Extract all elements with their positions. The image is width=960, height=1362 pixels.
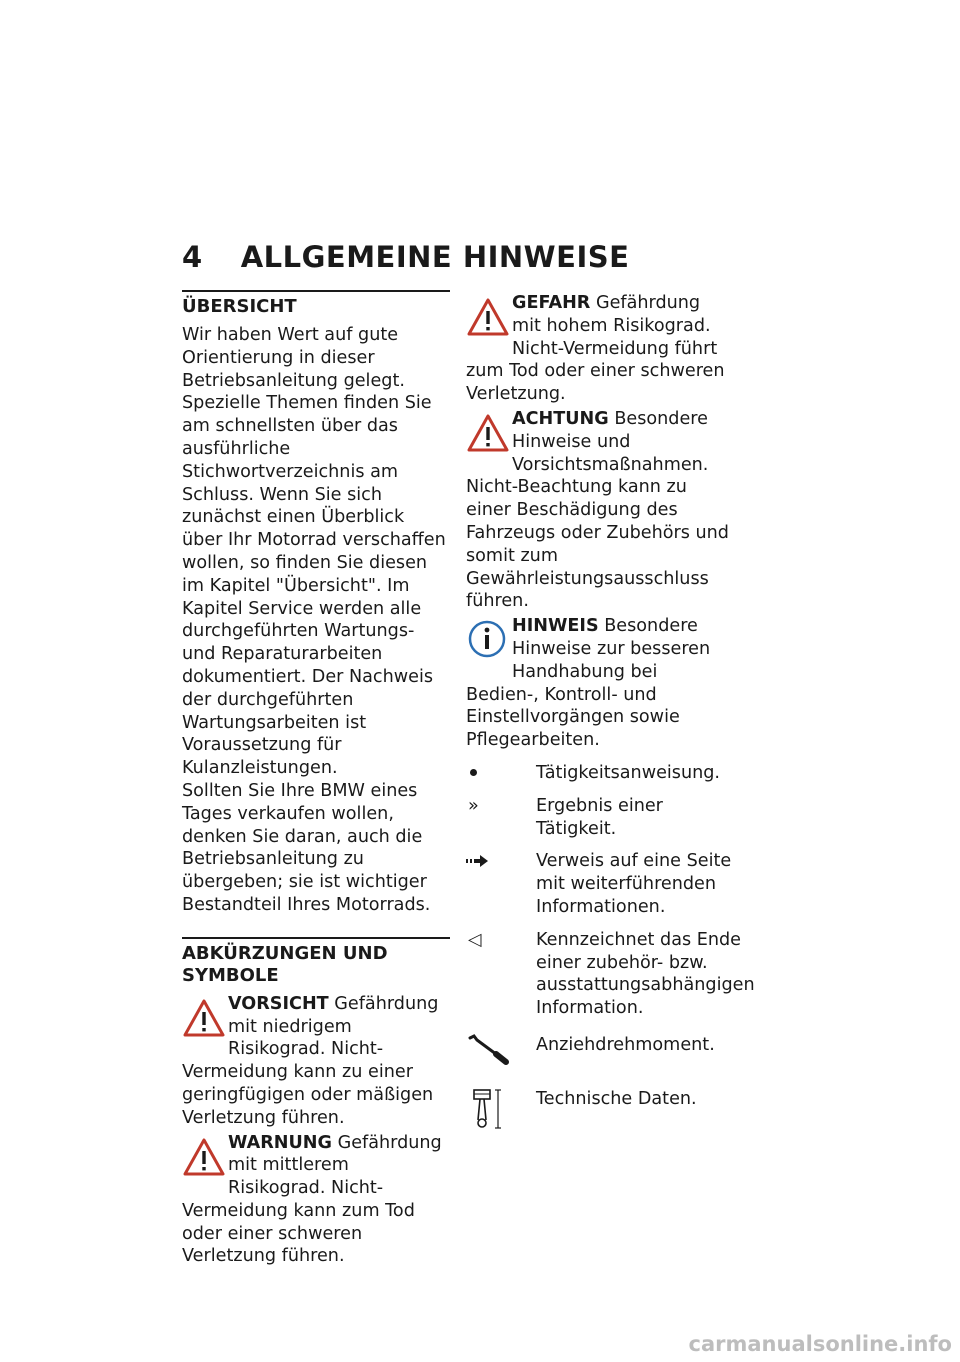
legend-text: Anziehdrehmoment. [536, 1034, 715, 1055]
overview-paragraph-1: Wir haben Wert auf gute Orientierung in dieser Betriebsanleitung gelegt. Spezielle Themen finden Sie am schnellsten über das ausführliche Stichwortverzeichnis am Schluss. Wenn Sie sich zunächst einen Überblick über Ihr Motorrad verschaffen wollen, so finden Sie diesen im Kapitel "Übersicht". Im Kapitel Service werden alle durchgeführten Wartungs- und Reparaturarbeiten dokumentiert. Der Nachweis der durchgeführten Wartungsarbeiten ist Voraussetzung für Kulanzleistungen. [182, 325, 446, 779]
overview-paragraph-2: Sollten Sie Ihre BMW eines Tages verkaufen wollen, denken Sie daran, auch die Betriebsanleitung zu übergeben; sie ist wichtiger Bestandteil Ihres Motorrads. [182, 780, 431, 915]
warning-triangle-icon [466, 410, 510, 456]
warning-triangle-icon [182, 1134, 226, 1180]
notice-label: HINWEIS [512, 616, 599, 637]
notice-label: GEFAHR [512, 293, 591, 313]
notice-label: ACHTUNG [512, 408, 609, 429]
legend-row-technical-data [466, 1088, 734, 1132]
notice-text: Besondere Hinweise zur besseren Handhabung bei Bedien-, Kontroll- und Einstellvorgängen sowie Pflegearbeiten. [466, 616, 711, 751]
torque-wrench-icon [466, 1034, 510, 1070]
watermark: carmanualsonline.info [688, 1332, 952, 1356]
legend-row-end-marker [466, 929, 755, 1020]
warning-triangle-icon [466, 294, 510, 340]
notice-text: Gefährdung mit niedrigem Risikograd. Nicht-Vermeidung kann zu einer geringfügigen oder mäßigen Verletzung führen. [182, 993, 439, 1128]
notice-text: Besondere Hinweise und Vorsichtsmaßnahmen. Nicht-Beachtung kann zu einer Beschädigung des Fahrzeugs oder Zubehörs und somit zum Gewährleistungsausschluss führen. [466, 408, 729, 612]
chapter-number: 4 [182, 240, 203, 274]
notice-gefahr [466, 292, 734, 406]
legend-text: Tätigkeitsanweisung. [536, 762, 721, 783]
technical-data-icon [466, 1088, 506, 1132]
chapter-title: ALLGEMEINE HINWEISE [240, 240, 630, 274]
legend-text: Kennzeichnet das Ende einer zubehör- bzw. ausstattungsabhängigen Information. [536, 929, 755, 1019]
legend-row-action [466, 762, 734, 785]
notice-label: WARNUNG [228, 1132, 332, 1153]
end-triangle-icon: ◁ [468, 929, 482, 950]
notice-label: VORSICHT [228, 993, 329, 1014]
notice-text: Gefährdung mit mittlerem Risikograd. Nicht-Vermeidung kann zum Tod oder einer schweren Verletzung führen. [182, 1132, 442, 1267]
notice-text: Gefährdung mit hohem Risikograd. Nicht-Vermeidung führt zum Tod oder einer schweren Verletzung. [466, 293, 725, 405]
legend-row-torque [466, 1034, 734, 1070]
section-heading-overview: ÜBERSICHT [182, 290, 450, 318]
warning-triangle-icon [182, 995, 226, 1041]
legend-text: Verweis auf eine Seite mit weiterführenden Informationen. [536, 851, 732, 917]
notice-achtung [466, 408, 734, 613]
legend-text: Technische Daten. [536, 1088, 697, 1109]
notice-vorsicht [182, 993, 450, 1130]
chapter-heading [182, 240, 629, 274]
result-chevron-icon: » [468, 795, 479, 816]
left-column [182, 290, 450, 1268]
page-reference-arrow-icon [466, 854, 490, 868]
legend-row-page-reference [466, 850, 734, 918]
legend-row-result [466, 795, 734, 841]
legend-text: Ergebnis einer Tätigkeit. [536, 795, 663, 839]
bullet-icon [470, 769, 477, 776]
info-circle-icon [466, 617, 510, 663]
section-heading-symbols: ABKÜRZUNGEN UND SYMBOLE [182, 937, 450, 987]
right-column [466, 290, 755, 1132]
notice-hinweis [466, 615, 734, 752]
notice-warnung [182, 1132, 450, 1269]
